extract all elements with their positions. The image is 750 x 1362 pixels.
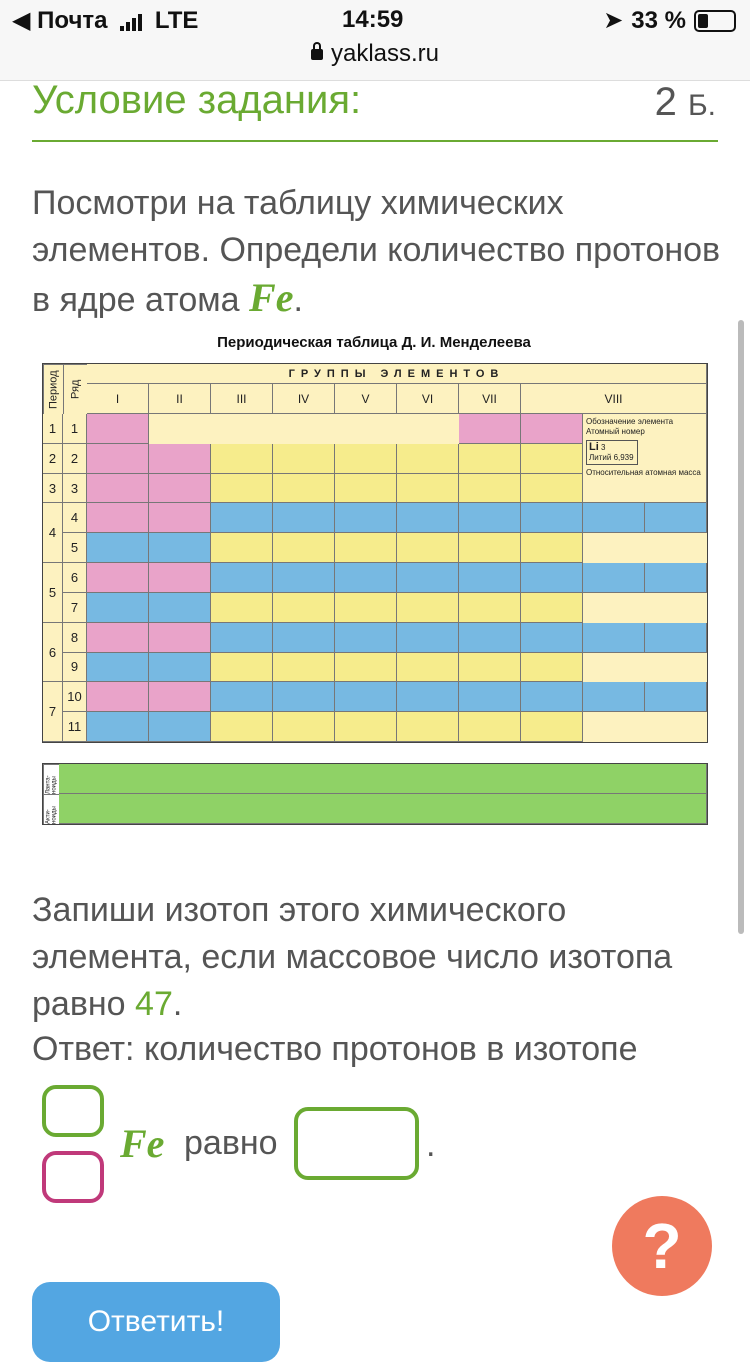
element-cell: [87, 623, 149, 653]
task-condition-title: Условие задания:: [32, 78, 362, 122]
element-cell: [273, 682, 335, 712]
element-cell: [335, 712, 397, 742]
location-icon: ➤: [603, 7, 624, 34]
element-cell: [521, 563, 583, 593]
element-cell: [397, 563, 459, 593]
row-number: 1: [63, 414, 87, 444]
element-cell: [273, 503, 335, 533]
legend-sample: [586, 440, 638, 465]
row-number: 9: [63, 653, 87, 683]
element-cell: [211, 503, 273, 533]
mass-number-input[interactable]: [42, 1085, 104, 1137]
element-cell: [211, 653, 273, 683]
element-cell: [273, 712, 335, 742]
question-suffix: .: [293, 281, 303, 319]
element-cell: [211, 444, 273, 474]
group-label: IV: [273, 384, 335, 414]
element-cell: [149, 623, 211, 653]
row-number: 4: [63, 503, 87, 533]
answer-element: Fe: [120, 1121, 165, 1166]
element-cell: [87, 444, 149, 474]
question-text: [32, 180, 722, 324]
element-cell: [335, 474, 397, 504]
element-cell: [459, 533, 521, 563]
period-number: 4: [43, 503, 63, 563]
task-text: [32, 887, 722, 1028]
task-body: Запиши изотоп этого химического элемента, если массовое число изотопа равно: [32, 891, 673, 1023]
scrollbar[interactable]: [738, 320, 744, 934]
element-cell: [521, 474, 583, 504]
mass-number: 47: [135, 985, 173, 1023]
battery-icon: [694, 10, 736, 32]
element-cell: [459, 474, 521, 504]
actinides-label: Акти-ноиды: [43, 794, 59, 824]
element-cell: [87, 653, 149, 683]
element-cell: [459, 593, 521, 623]
legend-name: Литий: [589, 453, 612, 462]
question-body: Посмотри на таблицу химических элементов. Определи количество протонов в ядре атома: [32, 184, 721, 319]
task-suffix: .: [172, 985, 183, 1023]
element-cell: [149, 653, 211, 683]
element-cell: [211, 593, 273, 623]
element-cell: [397, 533, 459, 563]
group-label: III: [211, 384, 273, 414]
element-cell: [273, 444, 335, 474]
row-number: 10: [63, 682, 87, 712]
element-cell: [273, 593, 335, 623]
lanthanides-row: [59, 764, 707, 794]
element-cell: [335, 563, 397, 593]
element-cell: [273, 474, 335, 504]
periodic-table: [42, 363, 708, 743]
row-header: Ряд: [63, 364, 87, 414]
row-number: 8: [63, 623, 87, 653]
element-cell: [87, 593, 149, 623]
legend-relative-mass: Относительная атомная масса: [586, 468, 701, 477]
lock-icon: [311, 49, 323, 60]
element-cell: [521, 533, 583, 563]
element-cell: [521, 682, 583, 712]
legend-designation: Обозначение элемента: [586, 417, 674, 426]
periodic-table-title: Периодическая таблица Д. И. Менделеева: [217, 334, 531, 351]
element-cell: [521, 712, 583, 742]
actinides-row: [59, 794, 707, 824]
status-bar: [0, 0, 750, 81]
element-cell: [397, 593, 459, 623]
score-badge: [655, 80, 716, 125]
element-cell: [521, 653, 583, 683]
period-number: 1: [43, 414, 63, 444]
lanthanides-actinides-table: [42, 763, 708, 825]
element-cell: [521, 414, 583, 444]
row-number: 7: [63, 593, 87, 623]
group-label: VIII: [521, 384, 707, 414]
element-cell: [149, 563, 211, 593]
row-number: 6: [63, 563, 87, 593]
period-number: 7: [43, 682, 63, 742]
battery-percent: 33 %: [631, 6, 686, 34]
element-cell: [273, 623, 335, 653]
element-cell: [583, 623, 645, 653]
element-cell: [397, 623, 459, 653]
row-number: 3: [63, 474, 87, 504]
element-cell: [459, 623, 521, 653]
legend-mass: 6,939: [613, 453, 634, 462]
element-cell: [211, 712, 273, 742]
element-cell: [583, 682, 645, 712]
element-cell: [87, 503, 149, 533]
element-cell: [645, 563, 707, 593]
element-cell: [149, 712, 211, 742]
back-arrow-icon[interactable]: ◀: [12, 7, 31, 34]
legend-number: 3: [601, 443, 606, 452]
element-cell: [645, 623, 707, 653]
element-cell: [335, 533, 397, 563]
element-cell: [87, 474, 149, 504]
element-cell: [397, 474, 459, 504]
element-cell: [87, 414, 149, 444]
header-divider: [32, 140, 718, 142]
help-button[interactable]: ?: [612, 1196, 712, 1296]
period-number: 6: [43, 623, 63, 683]
element-cell: [149, 444, 211, 474]
address-bar[interactable]: [0, 40, 750, 68]
group-label: II: [149, 384, 211, 414]
element-cell: [583, 503, 645, 533]
element-cell: [149, 474, 211, 504]
element-cell: [459, 503, 521, 533]
element-cell: [87, 682, 149, 712]
element-cell: [211, 474, 273, 504]
element-cell: [459, 444, 521, 474]
element-cell: [211, 533, 273, 563]
element-cell: [397, 444, 459, 474]
element-cell: [87, 712, 149, 742]
element-cell: [273, 533, 335, 563]
carrier-label: Почта: [37, 7, 108, 34]
element-cell: [521, 503, 583, 533]
element-cell: [149, 533, 211, 563]
element-cell: [397, 682, 459, 712]
element-cell: [521, 623, 583, 653]
element-cell: [335, 682, 397, 712]
period-number: 2: [43, 444, 63, 474]
element-cell: [87, 533, 149, 563]
legend-atomic-number: Атомный номер: [586, 427, 645, 436]
element-cell: [645, 682, 707, 712]
url-text: yaklass.ru: [330, 40, 440, 67]
element-cell: [645, 503, 707, 533]
element-cell: [583, 563, 645, 593]
submit-button[interactable]: Ответить!: [32, 1282, 280, 1362]
score-value: 2: [654, 80, 677, 124]
element-cell: [273, 563, 335, 593]
element-cell: [459, 653, 521, 683]
equals-label: равно: [184, 1124, 278, 1162]
element-cell: [521, 593, 583, 623]
period-number: 5: [43, 563, 63, 623]
proton-number-input[interactable]: [42, 1151, 104, 1203]
group-label: I: [87, 384, 149, 414]
signal-icon: [120, 13, 142, 31]
group-label: VII: [459, 384, 521, 414]
element-cell: [335, 503, 397, 533]
element-cell: [335, 623, 397, 653]
lanthanides-label: Ланта-ноиды: [43, 764, 59, 794]
element-cell: [397, 653, 459, 683]
row-number: 5: [63, 533, 87, 563]
question-element: Fe: [249, 275, 294, 320]
element-legend: [583, 414, 707, 503]
element-cell: [149, 682, 211, 712]
element-cell: [335, 444, 397, 474]
element-cell: [149, 503, 211, 533]
period-header: Период: [43, 364, 63, 414]
network-label: LTE: [154, 7, 199, 34]
element-cell: [87, 563, 149, 593]
row-number: 11: [63, 712, 87, 742]
element-cell: [459, 682, 521, 712]
element-cell: [521, 444, 583, 474]
answer-label: Ответ: количество протонов в изотопе: [32, 1030, 638, 1068]
element-cell: [335, 593, 397, 623]
element-cell: [211, 563, 273, 593]
score-unit: Б.: [687, 89, 716, 122]
element-cell: [149, 593, 211, 623]
group-label: V: [335, 384, 397, 414]
element-cell: [459, 712, 521, 742]
proton-count-input[interactable]: [294, 1107, 419, 1180]
status-time: 14:59: [342, 6, 404, 33]
element-cell: [397, 712, 459, 742]
element-cell: [273, 653, 335, 683]
element-cell: [211, 682, 273, 712]
legend-symbol: Li: [589, 441, 599, 453]
period-number: 3: [43, 474, 63, 504]
answer-end: .: [426, 1126, 436, 1164]
groups-header: ГРУППЫ ЭЛЕМЕНТОВ: [87, 364, 707, 384]
carrier-info: [12, 6, 198, 35]
element-cell: [211, 623, 273, 653]
element-cell: [335, 653, 397, 683]
row-number: 2: [63, 444, 87, 474]
group-label: VI: [397, 384, 459, 414]
element-cell: [397, 503, 459, 533]
element-cell: [459, 414, 521, 444]
element-cell: [459, 563, 521, 593]
